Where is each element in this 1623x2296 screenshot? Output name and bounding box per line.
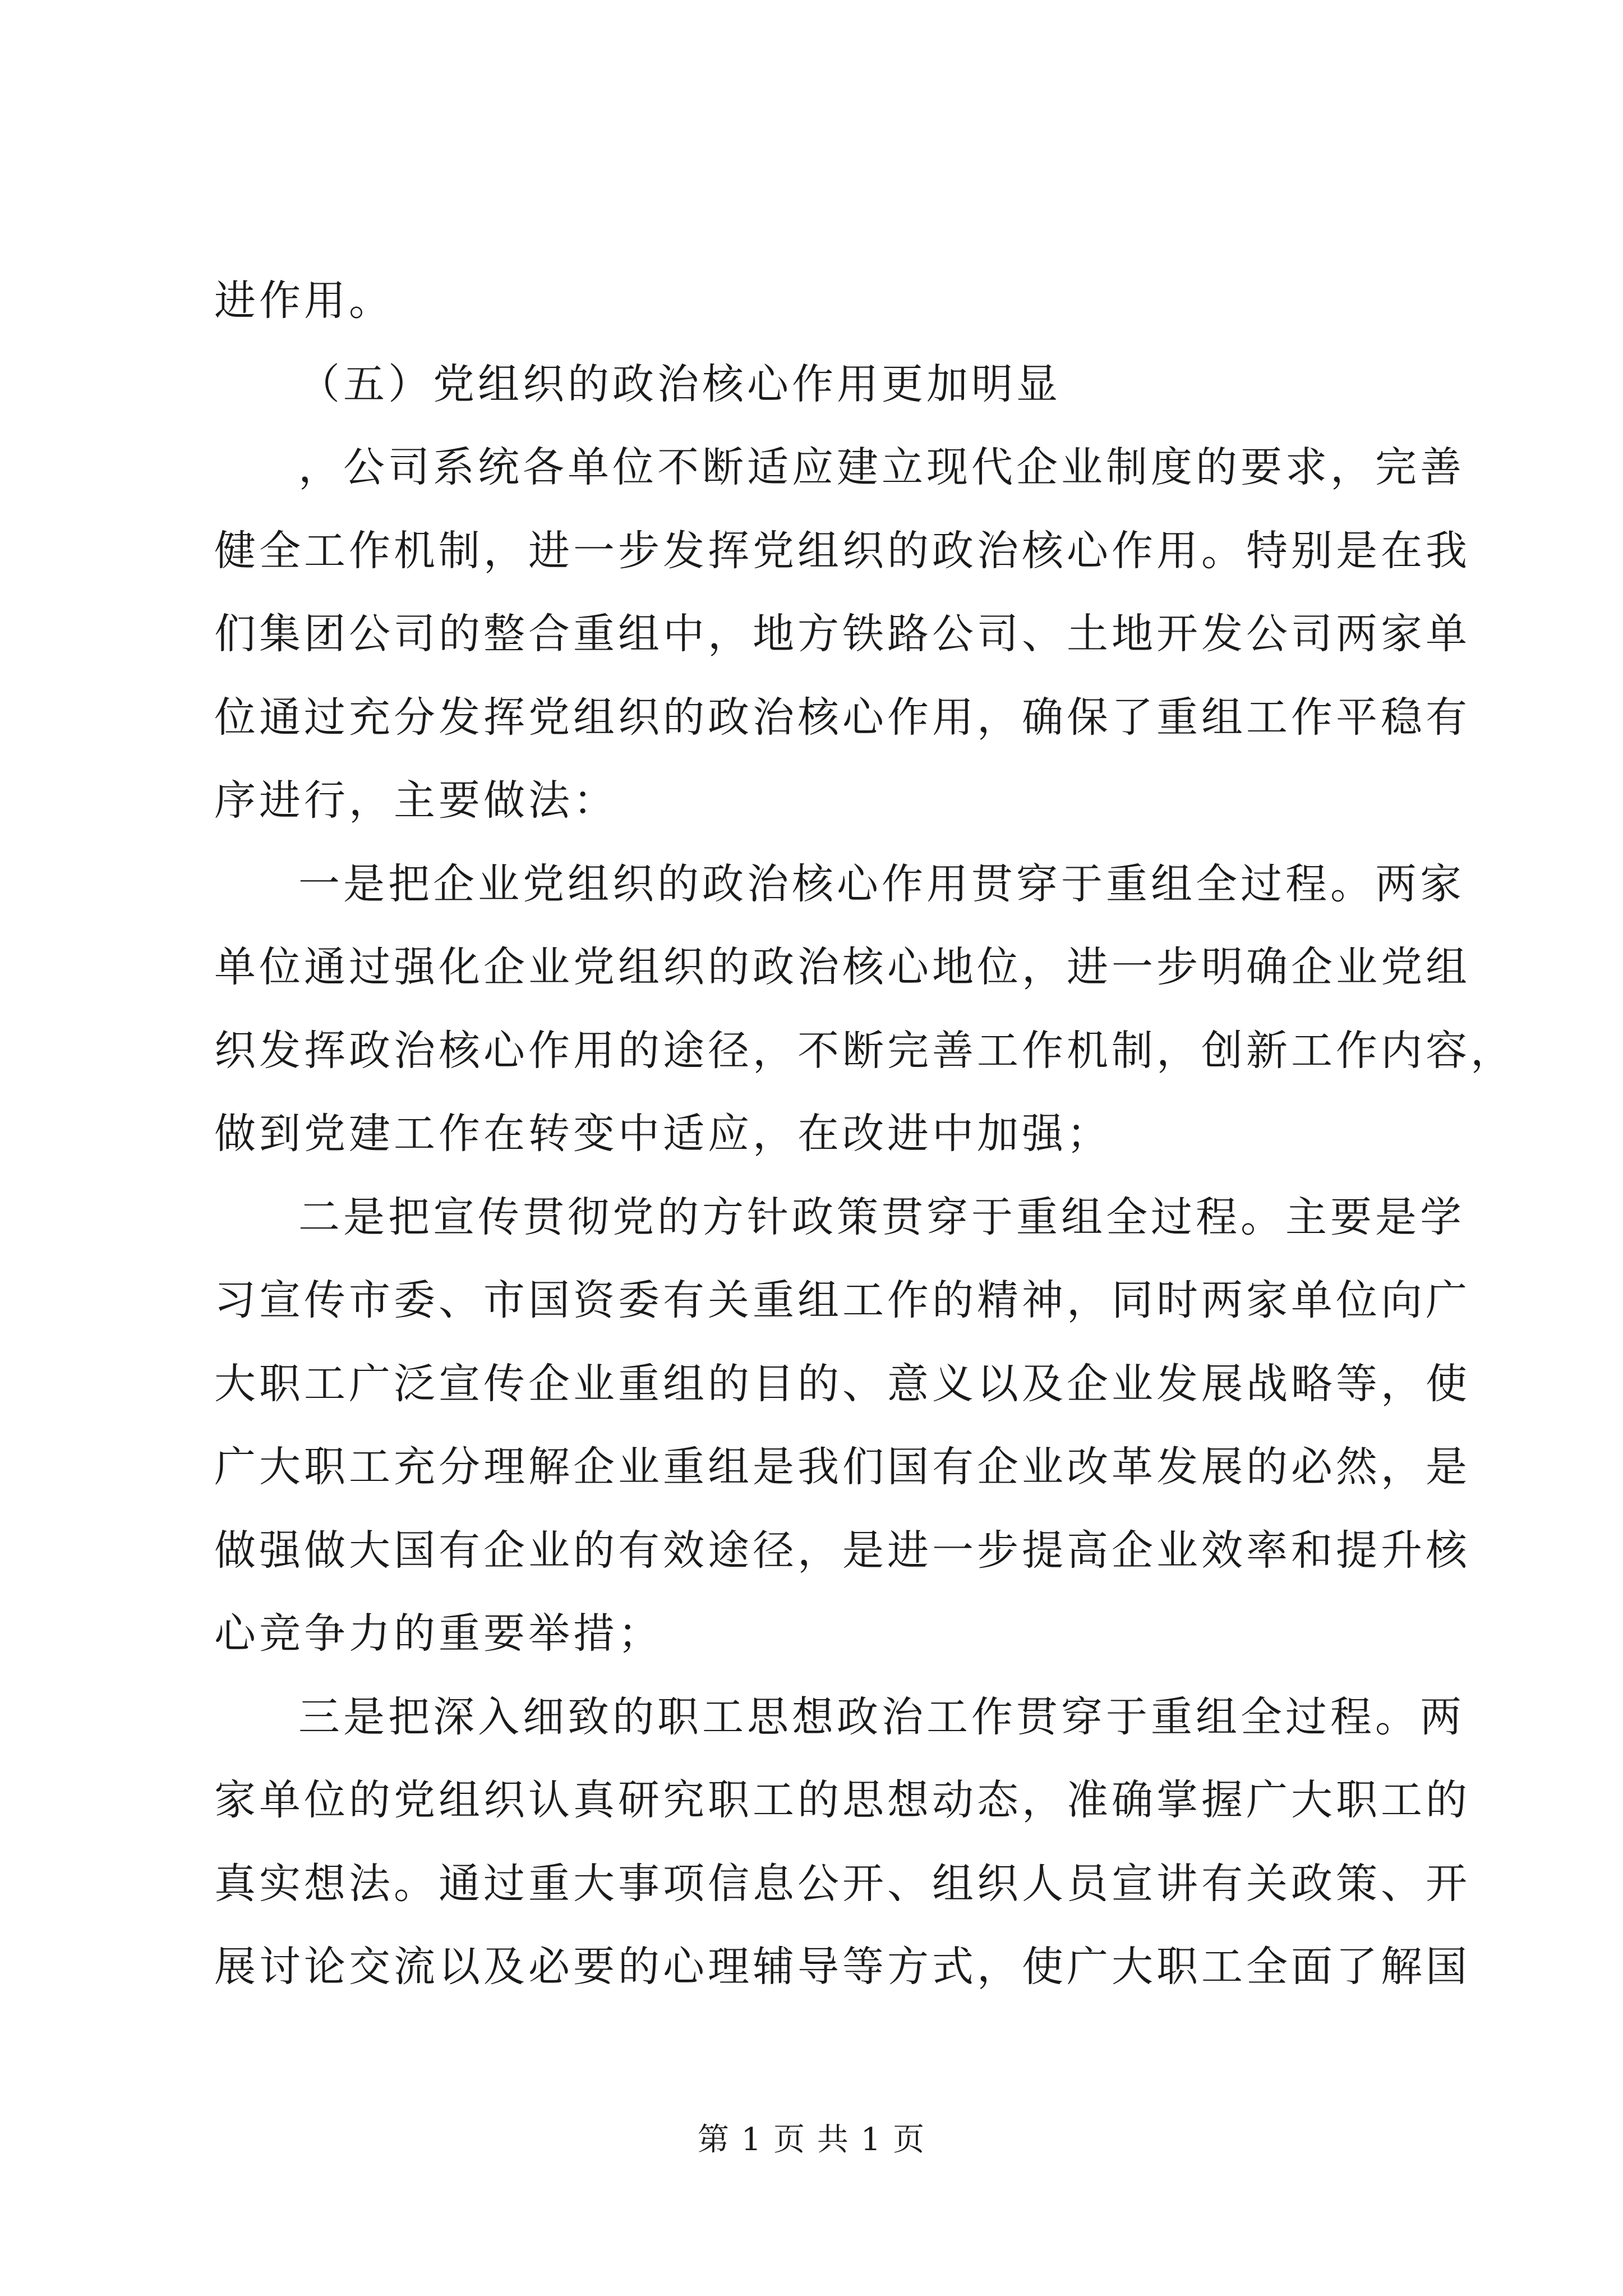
section-heading: （五）党组织的政治核心作用更加明显 (298, 360, 1061, 408)
text-line: 进作用。 (214, 277, 394, 325)
text-line: 们集团公司的整合重组中，地方铁路公司、土地开发公司两家单 (214, 610, 1470, 658)
text-line: 序进行，主要做法： (214, 776, 618, 825)
page-number: 第 1 页 共 1 页 (697, 2122, 926, 2158)
text-line: 真实想法。通过重大事项信息公开、组织人员宣讲有关政策、开 (214, 1859, 1470, 1908)
text-line: 习宣传市委、市国资委有关重组工作的精神，同时两家单位向广 (214, 1276, 1470, 1324)
text-line: 三是把深入细致的职工思想政治工作贯穿于重组全过程。两 (298, 1692, 1465, 1741)
body-text (214, 259, 1515, 2009)
text-line: 织发挥政治核心作用的途径，不断完善工作机制，创新工作内容， (214, 1026, 1515, 1075)
text-line: 健全工作机制，进一步发挥党组织的政治核心作用。特别是在我 (214, 526, 1470, 575)
text-line: 大职工广泛宣传企业重组的目的、意义以及企业发展战略等，使 (214, 1359, 1470, 1408)
text-line: 展讨论交流以及必要的心理辅导等方式，使广大职工全面了解国 (214, 1943, 1470, 1991)
page-footer (0, 2120, 1623, 2160)
text-line: 二是把宣传贯彻党的方针政策贯穿于重组全过程。主要是学 (298, 1193, 1465, 1241)
text-line: 做到党建工作在转变中适应，在改进中加强； (214, 1110, 1112, 1158)
text-line: 单位通过强化企业党组织的政治核心地位，进一步明确企业党组 (214, 943, 1470, 991)
text-line: 广大职工充分理解企业重组是我们国有企业改革发展的必然，是 (214, 1443, 1470, 1491)
text-line: ，公司系统各单位不断适应建立现代企业制度的要求，完善 (298, 443, 1465, 491)
text-line: 做强做大国有企业的有效途径，是进一步提高企业效率和提升核 (214, 1526, 1470, 1575)
text-line: 家单位的党组织认真研究职工的思想动态，准确掌握广大职工的 (214, 1776, 1470, 1824)
text-line: 一是把企业党组织的政治核心作用贯穿于重组全过程。两家 (298, 859, 1465, 908)
text-line: 心竞争力的重要举措； (214, 1609, 663, 1658)
text-line: 位通过充分发挥党组织的政治核心作用，确保了重组工作平稳有 (214, 693, 1470, 742)
